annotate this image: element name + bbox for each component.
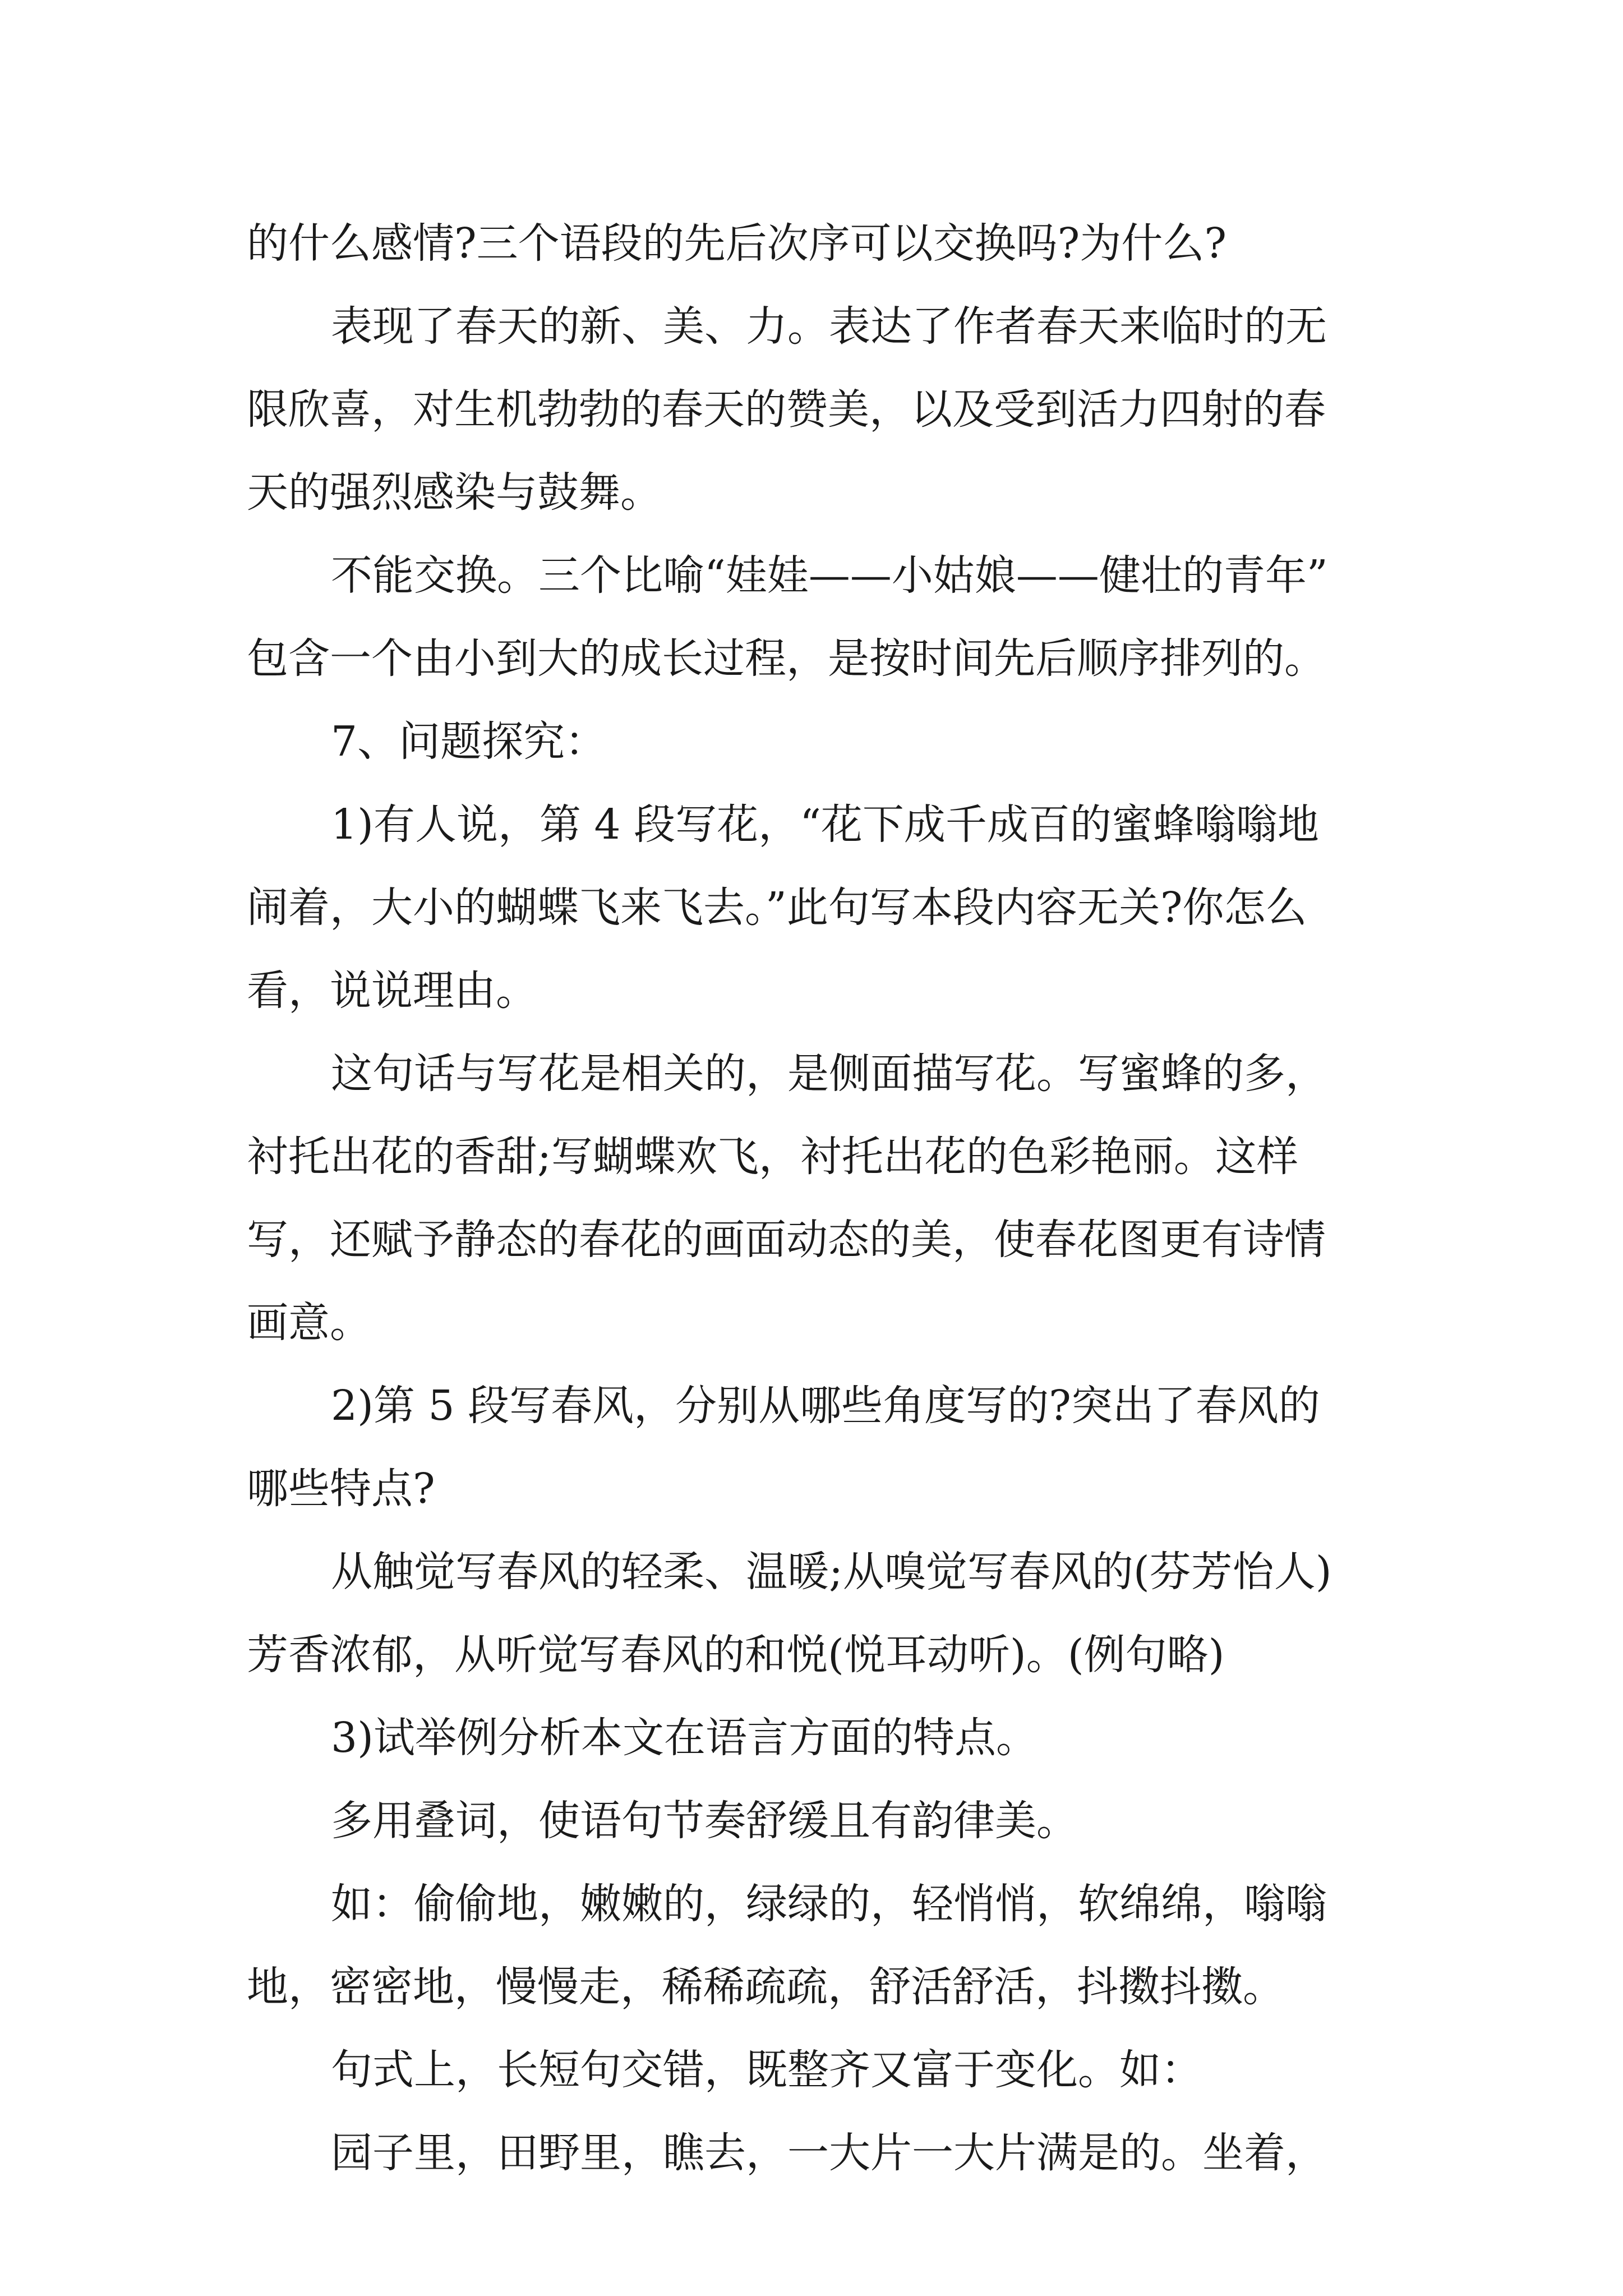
text-line: 2)第 5 段写春风，分别从哪些角度写的?突出了春风的 — [331, 1382, 1320, 1430]
text-line: 哪些特点? — [247, 1465, 435, 1513]
text-line: 从触觉写春风的轻柔、温暖;从嗅觉写春风的(芬芳怡人) — [331, 1548, 1332, 1596]
text-line: 句式上，长短句交错，既整齐又富于变化。如： — [331, 2046, 1202, 2094]
text-line: 3)试举例分析本文在语言方面的特点。 — [331, 1714, 1038, 1762]
text-line: 衬托出花的香甜;写蝴蝶欢飞，衬托出花的色彩艳丽。这样 — [247, 1133, 1298, 1181]
text-line: 限欣喜，对生机勃勃的春天的赞美，以及受到活力四射的春 — [247, 385, 1326, 434]
text-line: 表现了春天的新、美、力。表达了作者春天来临时的无 — [331, 302, 1327, 351]
text-line: 7、问题探究： — [331, 717, 607, 766]
text-line: 包含一个由小到大的成长过程，是按时间先后顺序排列的。 — [247, 634, 1326, 683]
text-line: 画意。 — [247, 1299, 371, 1347]
text-line: 的什么感情?三个语段的先后次序可以交换吗?为什么? — [247, 219, 1227, 268]
text-line: 看，说说理由。 — [247, 967, 537, 1015]
text-line: 天的强烈感染与鼓舞。 — [247, 468, 662, 517]
text-line: 1)有人说，第 4 段写花，“花下成千成百的蜜蜂嗡嗡地 — [331, 800, 1319, 849]
text-line: 不能交换。三个比喻“娃娃——小姑娘——健壮的青年” — [331, 551, 1328, 600]
document-body — [247, 202, 1380, 2194]
text-line: 这句话与写花是相关的，是侧面描写花。写蜜蜂的多， — [331, 1050, 1327, 1098]
text-line: 地，密密地，慢慢走，稀稀疏疏，舒活舒活，抖擞抖擞。 — [247, 1963, 1284, 2011]
text-line: 闹着，大小的蝴蝶飞来飞去。”此句写本段内容无关?你怎么 — [247, 884, 1307, 932]
text-line: 写，还赋予静态的春花的画面动态的美，使春花图更有诗情 — [247, 1216, 1326, 1264]
text-line: 如：偷偷地，嫩嫩的，绿绿的，轻悄悄，软绵绵，嗡嗡 — [331, 1880, 1327, 1928]
text-line: 园子里，田野里，瞧去，一大片一大片满是的。坐着， — [331, 2129, 1327, 2177]
text-line: 多用叠词，使语句节奏舒缓且有韵律美。 — [331, 1797, 1078, 1845]
text-line: 芳香浓郁，从听觉写春风的和悦(悦耳动听)。(例句略) — [247, 1631, 1225, 1679]
